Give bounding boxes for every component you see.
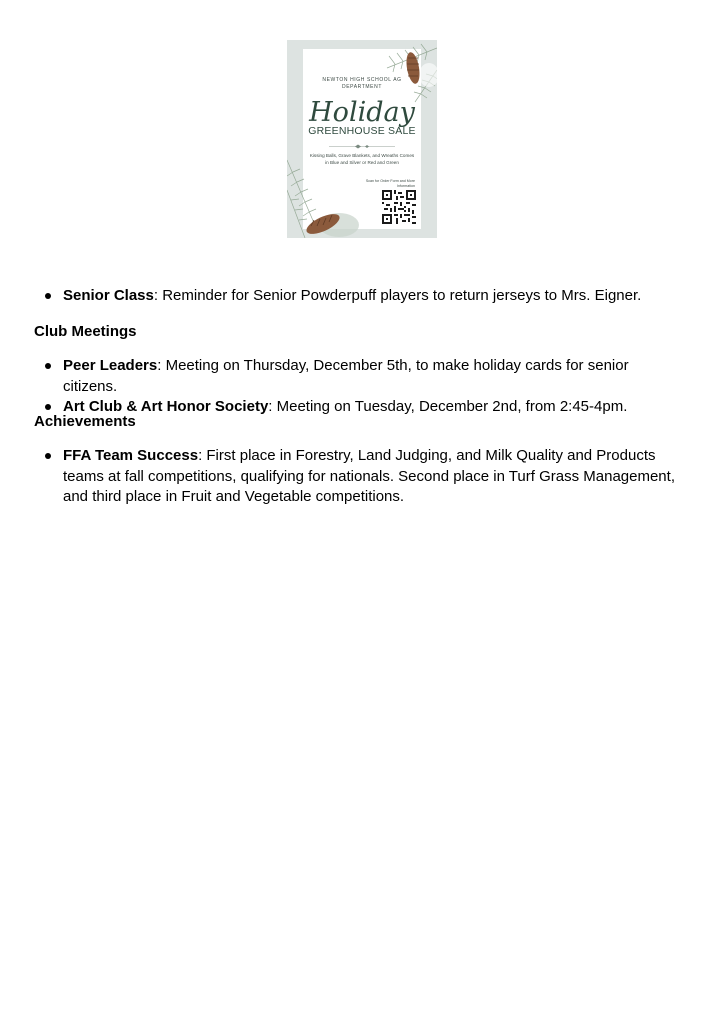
ornament-divider-icon xyxy=(329,144,395,149)
item-label: Peer Leaders xyxy=(63,357,158,374)
senior-list xyxy=(0,286,685,307)
flyer-description: Kissing Balls, Grave Blankets, and Wreaths Comes in Blue and Silver or Red and Green xyxy=(309,153,415,165)
bullet-icon xyxy=(45,404,51,410)
bullet-icon xyxy=(45,293,51,299)
list-item xyxy=(0,356,685,397)
flyer-title-main: GREENHOUSE SALE xyxy=(308,125,416,137)
flyer-scan-text: Scan for Order Form and More Information xyxy=(365,179,415,188)
achievements-list xyxy=(0,446,685,508)
list-item xyxy=(0,446,685,508)
flyer-department: NEWTON HIGH SCHOOL AG DEPARTMENT xyxy=(322,77,402,90)
item-text: : Meeting on Tuesday, December 2nd, from 2:45-4pm. xyxy=(268,398,628,415)
flyer-title-script: Holiday xyxy=(309,97,415,128)
item-text: : Reminder for Senior Powderpuff players to return jerseys to Mrs. Eigner. xyxy=(153,287,642,304)
item-text: : First place in Forestry, Land Judging, and Milk Quality and Products teams at fall competitions, qualifying for nationals. Second place in Turf Grass Management, and third place in Fruit and Vegetable competitions. xyxy=(63,447,675,505)
list-item xyxy=(0,286,685,307)
greenhouse-sale-flyer xyxy=(287,40,437,238)
item-text: : Meeting on Thursday, December 5th, to make holiday cards for senior citizens. xyxy=(63,357,629,395)
item-label: Art Club & Art Honor Society xyxy=(63,398,269,415)
section-heading-achievements: Achievements xyxy=(34,413,136,430)
section-heading-club-meetings: Club Meetings xyxy=(34,323,137,340)
bullet-icon xyxy=(45,363,51,369)
bullet-icon xyxy=(45,453,51,459)
item-label: FFA Team Success xyxy=(63,447,199,464)
club-meetings-list xyxy=(0,356,685,418)
qr-code-icon xyxy=(382,190,416,224)
item-label: Senior Class xyxy=(63,287,154,304)
